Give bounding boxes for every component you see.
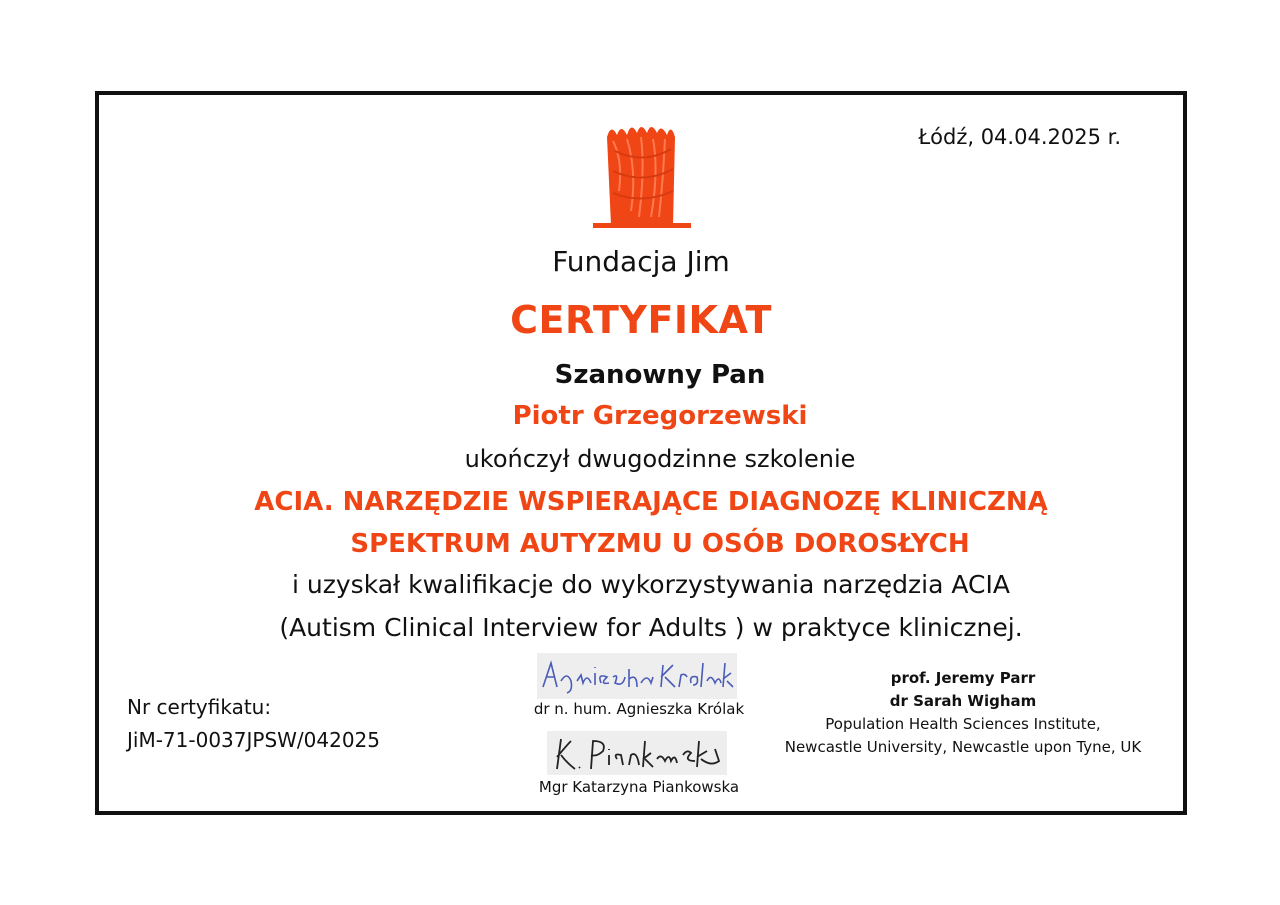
fundacja-jim-logo-icon [593,121,693,231]
certificate-number-value: JiM-71-0037JPSW/042025 [127,728,381,752]
course-title-line2: SPEKTRUM AUTYZMU U OSÓB DOROSŁYCH [350,529,970,559]
recipient-name: Piotr Grzegorzewski [512,401,808,431]
completion-text: ukończył dwugodzinne szkolenie [464,445,856,473]
partner-university: Newcastle University, Newcastle upon Tyne, UK [784,738,1142,756]
course-title-line1: ACIA. NARZĘDZIE WSPIERAJĄCE DIAGNOZĘ KLINICZNĄ [254,487,1048,517]
signer2-name: Mgr Katarzyna Piankowska [538,778,740,796]
partner-institute: Population Health Sciences Institute, [825,715,1101,733]
signature-image-krolak [537,653,737,699]
signature-image-piankowska [547,731,727,775]
organization-name: Fundacja Jim [552,245,730,278]
qualification-line1: i uzyskał kwalifikacje do wykorzystywania narzędzia ACIA [292,570,1010,599]
certificate-number-label: Nr certyfikatu: [127,695,272,719]
partners-block [763,667,1163,759]
signer1-name: dr n. hum. Agnieszka Królak [533,700,745,718]
partner-name-parr: prof. Jeremy Parr [890,669,1036,687]
certificate-date: Łódź, 04.04.2025 r. [918,125,1121,149]
salutation: Szanowny Pan [554,360,766,390]
certificate-frame [95,91,1187,815]
certificate-title: CERTYFIKAT [510,298,772,342]
partner-name-wigham: dr Sarah Wigham [889,692,1037,710]
qualification-line2: (Autism Clinical Interview for Adults ) w praktyce klinicznej. [279,613,1023,642]
